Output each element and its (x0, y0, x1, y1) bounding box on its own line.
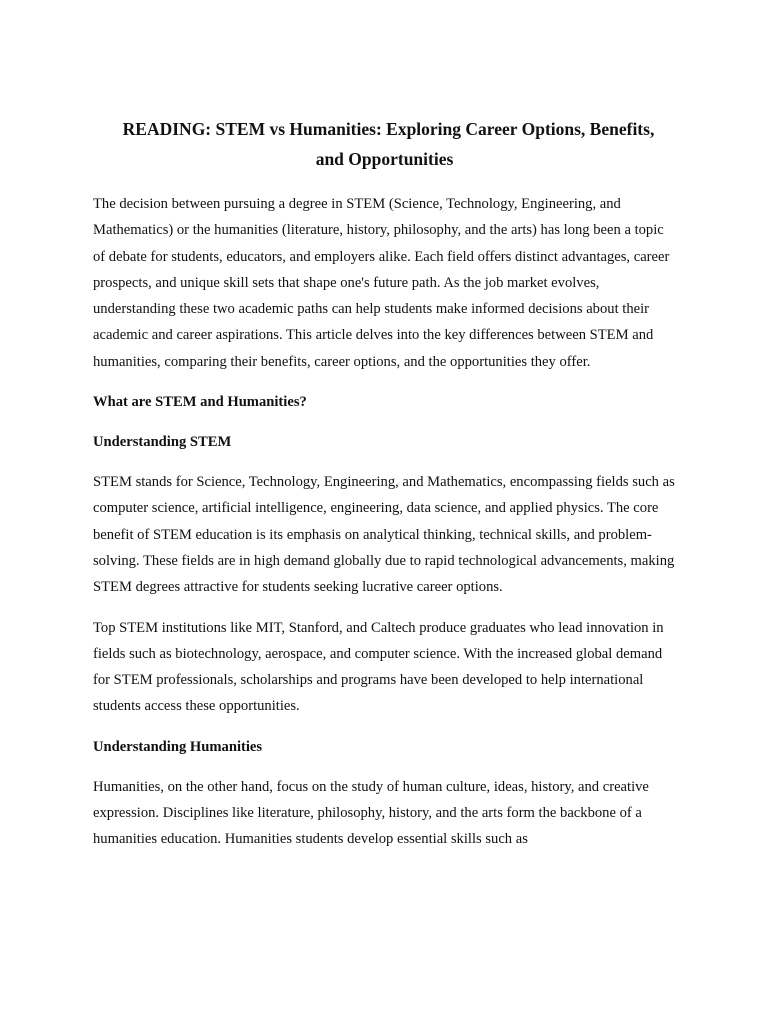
document-title (93, 114, 676, 174)
section-heading-what-are-stem-and-humanities: What are STEM and Humanities? (93, 394, 307, 411)
section-heading-understanding-stem: Understanding STEM (93, 434, 232, 451)
humanities-paragraph-1: Humanities, on the other hand, focus on the study of human culture, ideas, history, and creative expression. Disciplines like literature, philosophy, history, and the arts form the backbone of a humanities education. Humanities students develop essential skills such as (93, 778, 649, 848)
section-heading-understanding-humanities: Understanding Humanities (93, 738, 263, 755)
stem-paragraph-2: Top STEM institutions like MIT, Stanford, and Caltech produce graduates who lead innovation in fields such as biotechnology, aerospace, and computer science. With the increased global demand for STEM professionals, scholarships and programs have been developed to help international students access these opportunities. (93, 619, 664, 715)
document-title-line-2: and Opportunities (315, 149, 454, 169)
stem-paragraph-1: STEM stands for Science, Technology, Engineering, and Mathematics, encompassing fields such as computer science, artificial intelligence, engineering, data science, and applied physics. The core benefit of STEM education is its emphasis on analytical thinking, technical skills, and problem-solving. These fields are in high demand globally due to rapid technological advancements, making STEM degrees attractive for students seeking lucrative career options. (93, 474, 675, 596)
document-page (93, 114, 676, 853)
document-title-line-1: READING: STEM vs Humanities: Exploring Career Options, Benefits, (122, 119, 655, 139)
intro-paragraph: The decision between pursuing a degree in STEM (Science, Technology, Engineering, and Mathematics) or the humanities (literature, history, philosophy, and the arts) has long been a topic of debate for students, educators, and employers alike. Each field offers distinct advantages, career prospects, and unique skill sets that shape one's future path. As the job market evolves, understanding these two academic paths can help students make informed decisions about their academic and career aspirations. This article delves into the key differences between STEM and humanities, comparing their benefits, career options, and the opportunities they offer. (93, 196, 670, 370)
